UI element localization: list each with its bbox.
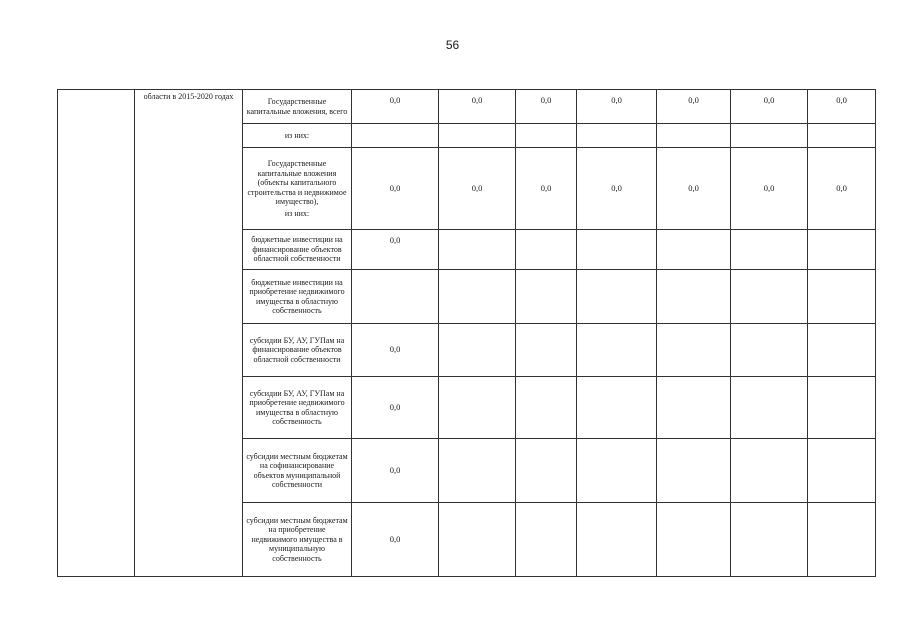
- row-label-cell: [243, 90, 352, 124]
- row-sublabel: из них:: [284, 208, 310, 218]
- row-label-cell: [243, 230, 352, 270]
- value-cell: [657, 377, 731, 439]
- table-body: [58, 90, 876, 577]
- value-cell: [439, 439, 516, 503]
- value-cell: [516, 230, 577, 270]
- value-cell: 0,0: [352, 324, 439, 377]
- value-cell: 0,0: [352, 377, 439, 439]
- value-cell: 0,0: [577, 90, 657, 124]
- value-cell: [516, 439, 577, 503]
- value-cell: [516, 124, 577, 148]
- value-cell: 0,0: [577, 148, 657, 230]
- value-cell: [577, 439, 657, 503]
- value-cell: 0,0: [516, 90, 577, 124]
- value-cell: [439, 377, 516, 439]
- blank-first-column: [58, 90, 135, 577]
- value-cell: 0,0: [808, 148, 876, 230]
- row-label-cell: [243, 148, 352, 230]
- value-cell: [657, 124, 731, 148]
- value-cell: [352, 124, 439, 148]
- value-cell: 0,0: [352, 148, 439, 230]
- value-cell: [657, 324, 731, 377]
- row-label: бюджетные инвестиции на финансирование объектов областной собственности: [251, 235, 343, 264]
- value-cell: 0,0: [439, 90, 516, 124]
- value-cell: [731, 270, 808, 324]
- row-label-cell: [243, 503, 352, 577]
- value-cell: 0,0: [516, 148, 577, 230]
- value-cell: [439, 324, 516, 377]
- value-cell: [516, 270, 577, 324]
- financing-table: [57, 89, 876, 577]
- value-cell: [577, 503, 657, 577]
- value-cell: 0,0: [352, 90, 439, 124]
- value-cell: [657, 230, 731, 270]
- row-label: из них:: [284, 130, 310, 140]
- value-cell: [657, 503, 731, 577]
- value-cell: [577, 230, 657, 270]
- value-cell: [439, 270, 516, 324]
- value-cell: 0,0: [352, 230, 439, 270]
- row-label: субсидии БУ, АУ, ГУПам на финансирование объектов областной собственности: [249, 335, 345, 364]
- page-number: 56: [445, 38, 460, 52]
- value-cell: [352, 270, 439, 324]
- value-cell: [731, 503, 808, 577]
- value-cell: [577, 124, 657, 148]
- value-cell: 0,0: [439, 148, 516, 230]
- row-label: бюджетные инвестиции на приобретение недвижимого имущества в областную собственность: [249, 277, 345, 315]
- value-cell: [808, 503, 876, 577]
- value-cell: [516, 503, 577, 577]
- value-cell: [577, 324, 657, 377]
- program-name-cell: области в 2015-2020 годах: [135, 90, 243, 577]
- value-cell: [577, 270, 657, 324]
- value-cell: 0,0: [352, 503, 439, 577]
- value-cell: [731, 377, 808, 439]
- row-label: субсидии местным бюджетам на приобретение недвижимого имущества в муниципальную собственность: [246, 515, 348, 563]
- value-cell: [808, 124, 876, 148]
- value-cell: [577, 377, 657, 439]
- row-label-cell: [243, 439, 352, 503]
- value-cell: [808, 270, 876, 324]
- value-cell: [439, 230, 516, 270]
- value-cell: [731, 439, 808, 503]
- value-cell: [808, 324, 876, 377]
- value-cell: [731, 230, 808, 270]
- row-label-cell: [243, 324, 352, 377]
- value-cell: [731, 324, 808, 377]
- value-cell: [439, 503, 516, 577]
- row-label: субсидии БУ, АУ, ГУПам на приобретение недвижимого имущества в областную собственность: [249, 388, 345, 426]
- row-label-cell: [243, 377, 352, 439]
- value-cell: 0,0: [808, 90, 876, 124]
- row-label-cell: [243, 270, 352, 324]
- value-cell: 0,0: [657, 90, 731, 124]
- value-cell: [808, 377, 876, 439]
- value-cell: 0,0: [731, 148, 808, 230]
- row-label: Государственные капитальные вложения (объекты капитального строительства и недвижимое имущество),: [247, 159, 347, 206]
- value-cell: [657, 270, 731, 324]
- value-cell: [439, 124, 516, 148]
- value-cell: [516, 377, 577, 439]
- value-cell: [516, 324, 577, 377]
- row-label: субсидии местным бюджетам на софинансирование объектов муниципальной собственности: [246, 451, 348, 489]
- value-cell: 0,0: [352, 439, 439, 503]
- value-cell: [731, 124, 808, 148]
- value-cell: 0,0: [657, 148, 731, 230]
- table-row: [58, 90, 876, 124]
- value-cell: [657, 439, 731, 503]
- value-cell: [808, 230, 876, 270]
- row-label: Государственные капитальные вложения, всего: [246, 97, 348, 116]
- value-cell: [808, 439, 876, 503]
- row-label-cell: [243, 124, 352, 148]
- value-cell: 0,0: [731, 90, 808, 124]
